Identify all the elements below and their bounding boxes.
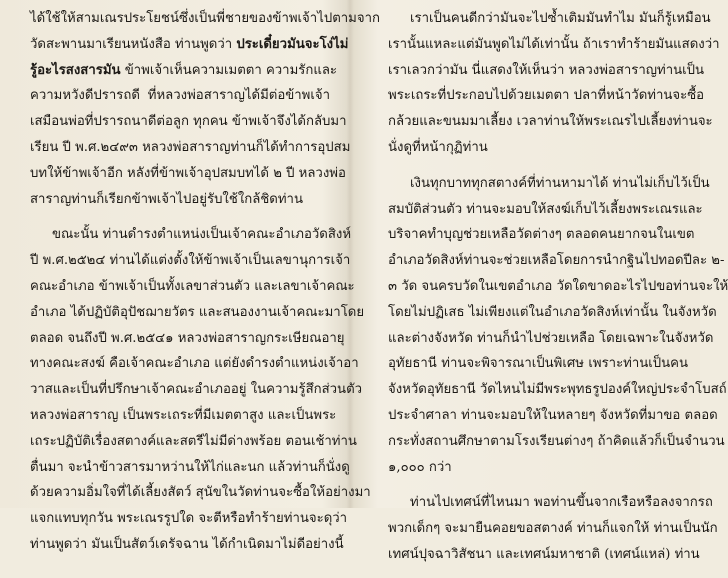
text-line — [388, 6, 711, 32]
line-text: เงินทุกบาททุกสตางค์ที่ท่านหามาได้ ท่านไม่เก็บไว้เป็น — [410, 175, 710, 191]
line-text: วาสและเป็นที่ปรึกษาเจ้าคณะอำเภออยู่ ในความรู้สึกส่วนตัว — [30, 382, 363, 398]
line-text: ขณะนั้น ท่านดำรงตำแหน่งเป็นเจ้าคณะอำเภอวัดสิงห์ — [52, 227, 352, 243]
line-text: แจกแทบทุกวัน พระเณรรูปใด จะตีหรือทำร้ายท่านจะดุว่า — [30, 511, 348, 527]
line-text: ตลอด จนถึงปี พ.ศ.๒๕๔๑ หลวงพ่อสาราญกระเษียณอายุ — [30, 330, 345, 346]
text-line — [30, 506, 348, 532]
line-text: อำเภอ ได้ปฏิบัติอุปัชฌายวัตร และสนองงานเจ้าคณะมาโดย — [30, 304, 365, 320]
line-text: ด้วยความอิ่มใจที่ได้เลี้ยงสัตว์ สุนัขในวัดท่านจะซื้อให้อย่างมา — [30, 485, 371, 501]
text-line — [30, 248, 351, 274]
line-text: ๓ วัด จนครบวัดในเขตอำเภอ วัดใดขาดอะไรไปขอท่านจะให้ — [388, 278, 728, 294]
text-line — [388, 403, 718, 429]
text-line — [30, 109, 347, 135]
text-line — [30, 532, 344, 558]
text-line — [30, 32, 349, 58]
paragraph — [388, 6, 720, 161]
line-text: ความหวังดีปรารถดี ที่หลวงพ่อสาราญได้มีต่อข้าพเจ้า — [30, 88, 330, 104]
right-page — [350, 0, 728, 562]
line-text: ท่านไปเทศน์ที่ไหนมา พอท่านขึ้นจากเรือหรือลงจากรถ — [410, 495, 713, 511]
line-text: นั่งดูที่หน้ากุฏิท่าน — [388, 139, 488, 155]
line-text: ได้ใช้ให้สามเณรประโยชน์ซึ่งเป็นพี่ชายของข้าพเจ้าไปตามจาก — [30, 11, 380, 26]
line-text: และต่างจังหวัด ท่านก็นำไปช่วยเหลือ โดยเฉพาะในจังหวัด — [388, 330, 714, 346]
line-text: กล้วยและขนมมาเลี้ยง เวลาท่านให้พระเณรไปเลี้ยงท่านจะ — [388, 114, 713, 130]
line-text: เสมือนพ่อที่ปรารถนาดีต่อลูก ทุกคน ข้าพเจ้าจึงได้กลับมา — [30, 114, 347, 130]
text-line — [388, 135, 688, 161]
text-line — [30, 222, 352, 248]
line-text: สมบัติส่วนตัว ท่านจะมอบให้สงฆ์เก็บไว้เลี้ยงพระเณรและ — [388, 201, 703, 217]
line-text: ปี พ.ศ.๒๕๒๔ ท่านได้แต่งตั้งให้ข้าพเจ้าเป็นเลขานุการเจ้า — [30, 253, 351, 269]
line-text: เราเป็นคนดีกว่ามันจะไปซ้ำเติมมันทำไม มันก็รู้เหมือน — [410, 11, 711, 26]
paragraph — [30, 6, 380, 212]
line-text: เรานั้นแหละแต่มันพูดไม่ได้เท่านั้น ถ้าเราทำร้ายมันแสดงว่า — [388, 36, 720, 52]
right-page-text — [388, 6, 728, 578]
line-text: หลวงพ่อสาราญ เป็นพระเถระที่มีเมตตาสูง และเป็นพระ — [30, 407, 337, 423]
line-text: บริจาคทำบุญช่วยเหลือวัดต่างๆ ตลอดคนยากจนในเขต — [388, 227, 695, 243]
text-line — [388, 222, 695, 248]
text-line — [30, 377, 363, 403]
line-text: พวกเด็กๆ จะมายืนคอยขอสตางค์ ท่านก็แจกให้ ท่านเป็นนัก — [388, 521, 718, 537]
left-page — [0, 0, 380, 552]
line-text: กระทั่งสถานศึกษาตามโรงเรียนต่างๆ ถ้าคิดแล้วก็เป็นจำนวน — [388, 433, 725, 449]
text-line — [30, 480, 371, 506]
paragraph — [30, 222, 371, 557]
text-line — [388, 171, 710, 197]
text-line — [30, 326, 345, 352]
line-text: อำเภอวัดสิงห์ท่านจะช่วยเหลือโดยการนำกฐินไปทอดปีละ ๒- — [388, 253, 725, 269]
text-line — [388, 300, 717, 326]
text-line — [30, 58, 338, 84]
text-line — [388, 248, 725, 274]
line-text: ประจำศาลา ท่านจะมอบให้ในหลายๆ จังหวัดที่มาขอ ตลอด — [388, 407, 718, 423]
line-text: เราเลวกว่ามัน นี่แสดงให้เห็นว่า หลวงพ่อสาราญท่านเป็น — [388, 62, 705, 78]
text-line — [30, 161, 346, 187]
text-line — [388, 351, 688, 377]
line-text: โดยไม่ปฏิเสธ ไม่เพียงแต่ในอำเภอวัดสิงห์เท่านั้น ในจังหวัด — [388, 304, 717, 320]
line-text: ท่านพูดว่า มันเป็นสัตว์เดรัจฉาน ได้กำเนิดมาไม่ดีอย่างนี้ — [30, 536, 344, 552]
emphasized-quote: ประเดี๋ยวมันจะโง่ไม่ — [236, 36, 349, 52]
line-text: ตื่นมา จะนำข้าวสารมาหว่านให้ไก่และนก แล้วท่านก็นั่งดู — [30, 459, 350, 475]
paragraph — [388, 490, 718, 567]
text-line — [388, 377, 727, 403]
line-text: เทศน์ปุจฉาวิสัชนา และเทศน์มหาชาติ (เทศน์แหล่) ท่าน — [388, 546, 700, 562]
line-text: บทให้ข้าพเจ้าอีก หลังที่ข้าพเจ้าอุปสมบทได้ ๒ ปี หลวงพ่อ — [30, 165, 346, 181]
text-line — [30, 403, 337, 429]
line-text: เรียน ปี พ.ศ.๒๔๙๓ หลวงพ่อสาราญท่านก็ได้ทำการอุปสม — [30, 139, 351, 155]
text-line — [388, 32, 720, 58]
line-text: คณะอำเภอ ข้าพเจ้าเป็นทั้งเลขาส่วนตัว และเลขาเจ้าคณะ — [30, 278, 355, 294]
text-line — [388, 490, 713, 516]
text-line — [388, 274, 728, 300]
text-line — [388, 109, 713, 135]
text-line — [30, 429, 357, 455]
line-text: วัดสะพานมาเรียนหนังสือ ท่านพูดว่า — [30, 36, 237, 52]
line-text: เถระปฏิบัติเรื่องสตางค์และสตรีไม่มีด่างพร้อย ตอนเช้าท่าน — [30, 433, 357, 449]
text-line — [30, 300, 365, 326]
line-text: จังหวัดอุทัยธานี วัดไหนไม่มีพระพุทธรูปองค์ใหญ่ประจำโบสถ์ — [388, 382, 727, 398]
paragraph — [388, 171, 728, 481]
line-text: ข้าพเจ้าเห็นความเมตตา ความรักและ — [120, 62, 338, 78]
text-line — [30, 455, 350, 481]
text-line — [388, 197, 703, 223]
text-line — [388, 516, 718, 542]
text-line — [388, 58, 705, 84]
text-line — [30, 135, 351, 161]
text-line — [388, 455, 688, 481]
text-line — [30, 274, 355, 300]
text-line — [388, 429, 725, 455]
line-text: ๑,๐๐๐ กว่า — [388, 459, 452, 475]
text-line — [388, 542, 700, 568]
emphasized-quote: รู้อะไรสงสารมัน — [30, 62, 121, 78]
line-text: ทางคณะสงฆ์ คือเจ้าคณะอำเภอ แต่ยังดำรงตำแหน่งเจ้าอา — [30, 356, 359, 372]
line-text: สาราญท่านก็เรียกข้าพเจ้าไปอยู่รับใช้ใกล้ชิดท่าน — [30, 191, 303, 207]
text-line — [388, 83, 705, 109]
text-line — [30, 6, 380, 32]
left-page-text — [30, 6, 380, 568]
text-line — [388, 326, 714, 352]
line-text: พระเถระที่ประกอบไปด้วยเมตตา ปลาที่หน้าวัดท่านจะซื้อ — [388, 88, 705, 104]
text-line — [30, 351, 359, 377]
text-line — [30, 187, 330, 213]
line-text: อุทัยธานี ท่านจะพิจารณาเป็นพิเศษ เพราะท่านเป็นคน — [388, 356, 688, 372]
text-line — [30, 83, 330, 109]
